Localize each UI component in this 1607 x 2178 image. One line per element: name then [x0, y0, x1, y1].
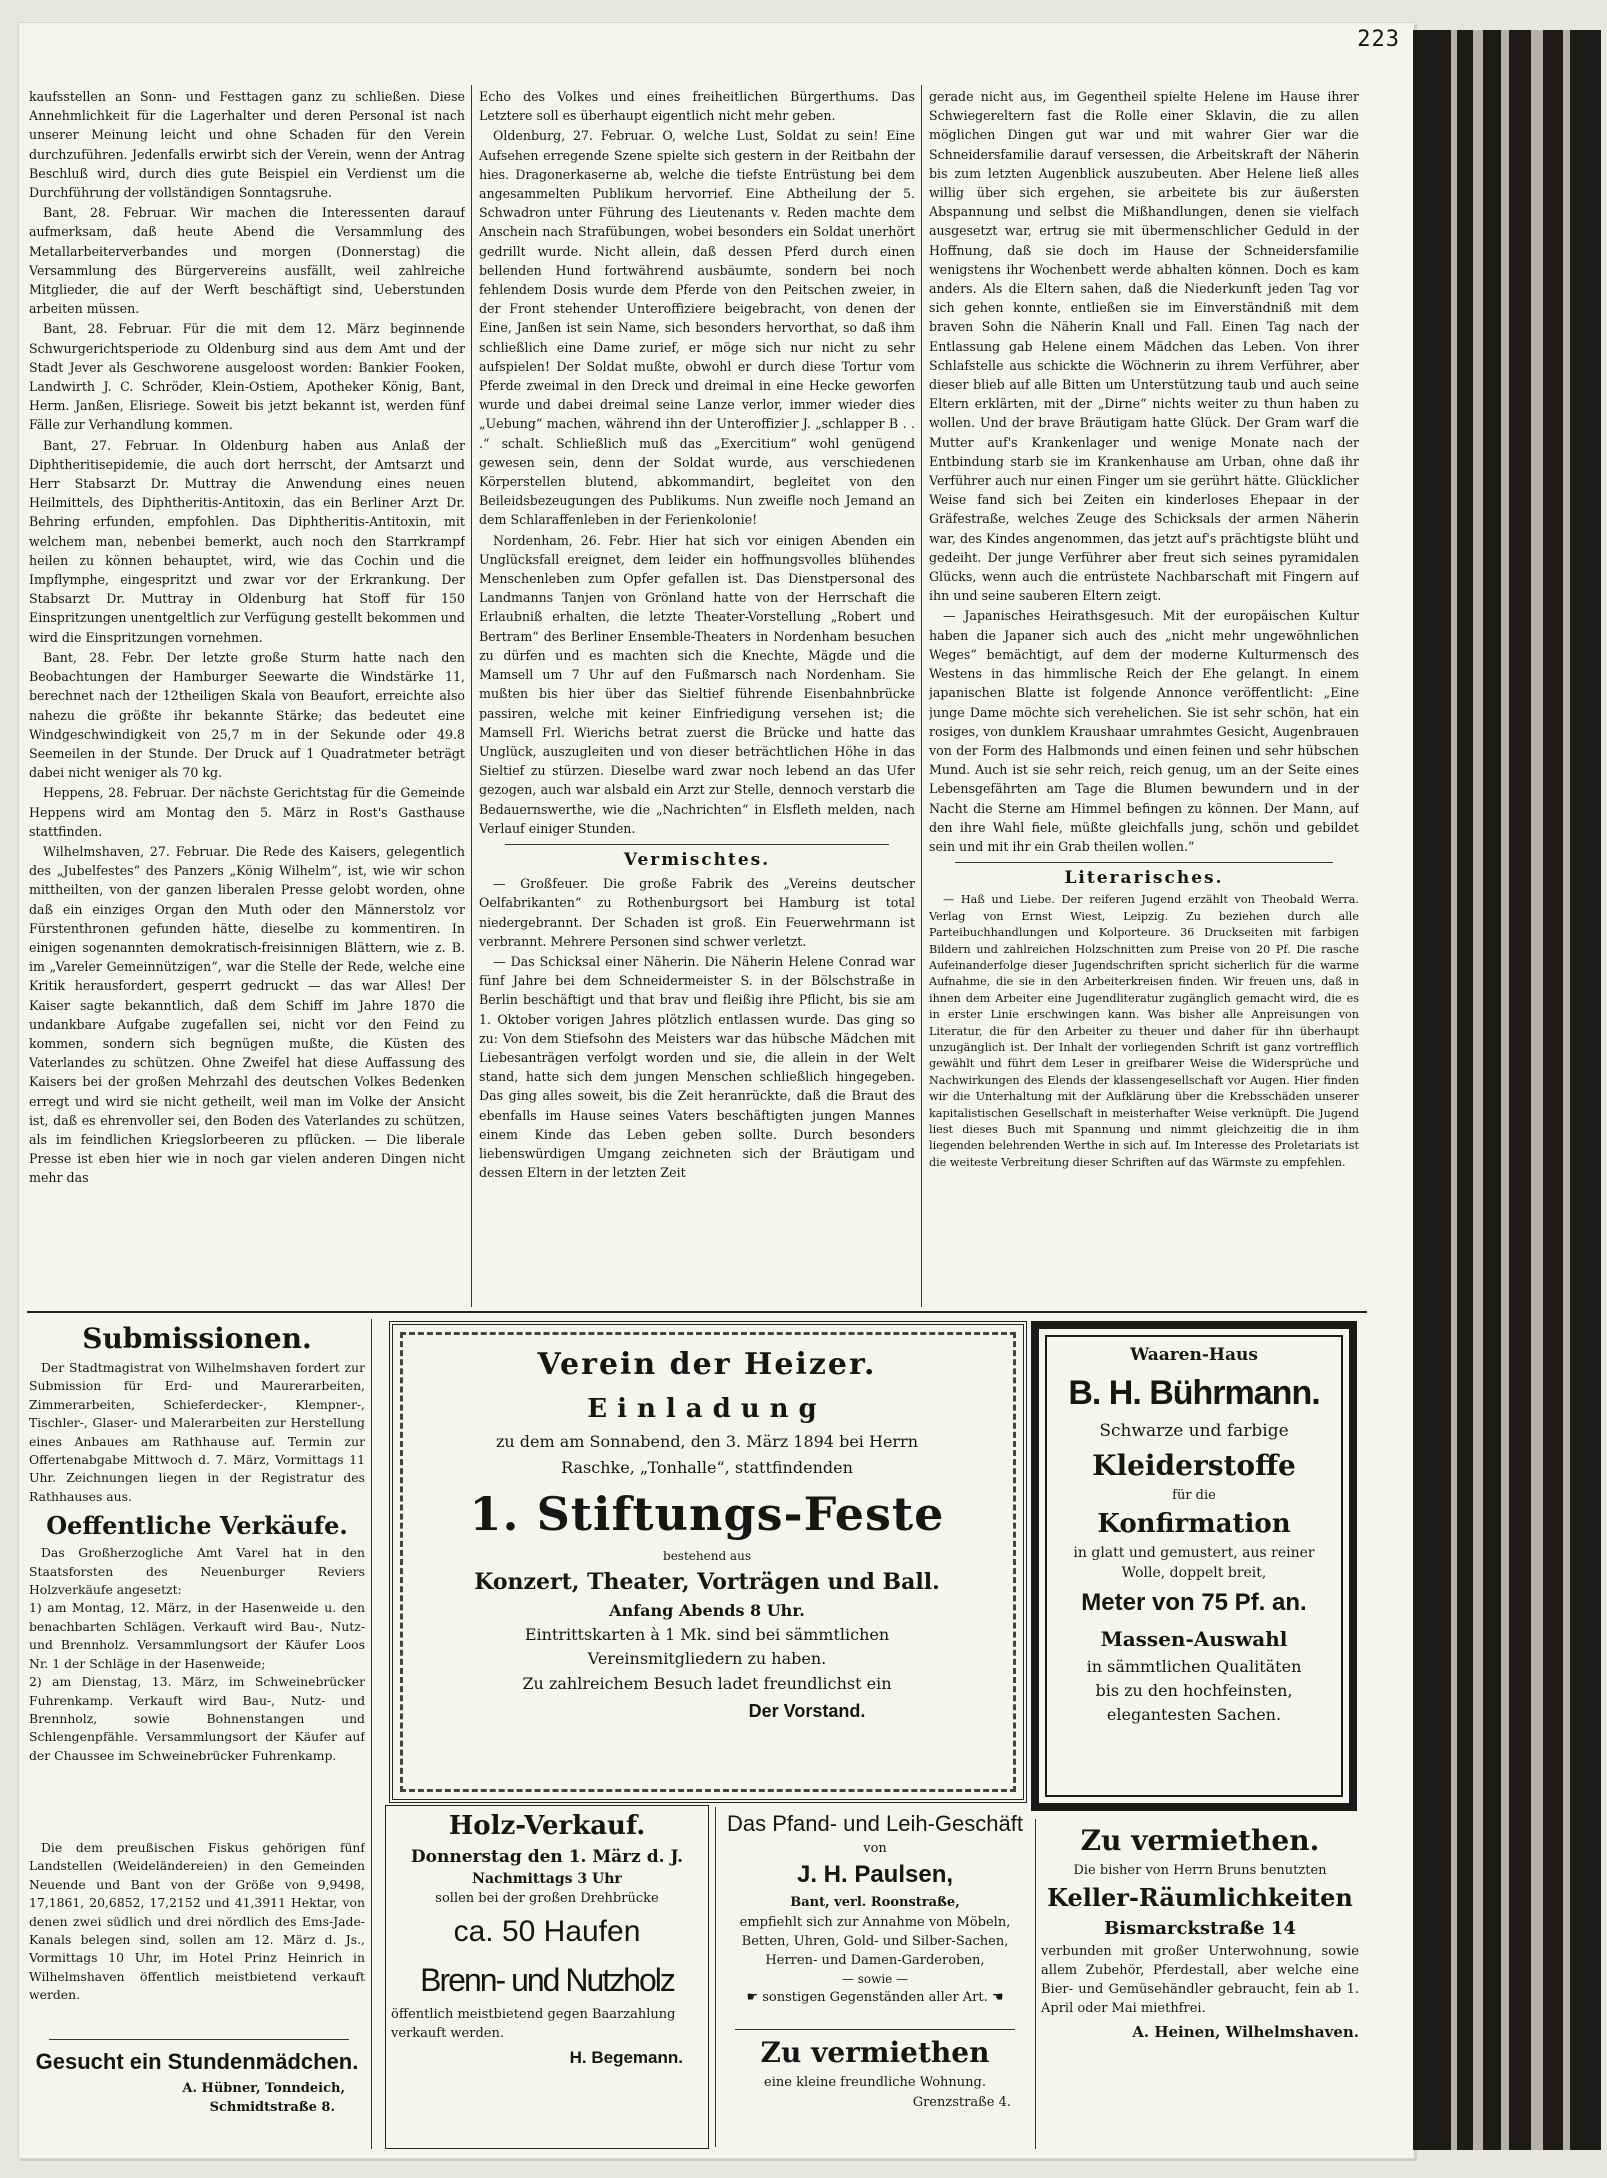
- ad-text: — sowie —: [841, 1972, 909, 1986]
- ad-time: Anfang Abends 8 Uhr.: [609, 1601, 805, 1620]
- ad-subtitle: Einladung: [587, 1394, 827, 1424]
- ad-program: Konzert, Theater, Vorträgen und Ball.: [474, 1569, 940, 1595]
- ad-list-item: 1) am Montag, 12. März, in der Hasenweide u. den benachbarten Schlägen. Verkauft wird Bau-, Nutz- und Brennholz. Versammlungsort der Käufer Loos Nr. 1 der Schläge in der Hasenweide;: [29, 1600, 365, 1671]
- column-3: [929, 87, 1359, 1305]
- column-divider: [921, 85, 922, 1307]
- ad-text: Eintrittskarten à 1 Mk. sind bei sämmtlichen Vereinsmitgliedern zu haben.: [524, 1625, 890, 1668]
- article-hass-und-liebe: — Haß und Liebe. Der reiferen Jugend erzählt von Theobald Werra. Verlag von Ernst Wiest, Leipzig. Zu beziehen durch alle Parteibuchhandlungen und Kolporteure. 36 Druckseiten mit farbigen Bildern und zahlreichen Holzschnitten zum Preise von 20 Pf. Die rasche Aufeinanderfolge dieser Jugendschriften spricht sicherlich für die warme Aufnahme, die sie in den Arbeiterkreisen finden. Wir freuen uns, daß in ihnen dem Arbeiter eine Jugendliteratur zugänglich gemacht wird, die es in erster Linie erschwingen kann. Was bisher alle Anpreisungen von Literatur, die für den Arbeiter zu theuer und daher für ihn überhaupt unzugänglich ist. Der Inhalt der vorliegenden Schrift ist ganz vortrefflich gewählt und führt dem Leser in greifbarer Weise die Widersprüche und Nachwirkungen des Elends der klassengesellschaft vor Augen. Hier finden wir die Unterhaltung mit der Aufklärung über die Krebsschäden unserer kapitalistischen Gesellschaft in meisterhafter Weise verknüpft. Die Jugend liest dieses Buch mit Spannung und nimmt gleichzeitig die in ihm liegenden belehrenden Werthe in sich auf. Im Interesse des Proletariats ist die weiteste Verbreitung dieser Schriften auf das Wärmste zu empfehlen.: [929, 893, 1359, 1169]
- column-divider: [371, 1319, 372, 2149]
- pointing-hand-icon: ☛: [746, 1990, 763, 2005]
- section-heading-vermischtes: Vermischtes.: [623, 849, 771, 870]
- ad-signature: A. Heinen, Wilhelmshaven.: [1132, 2023, 1359, 2041]
- ad-price: Meter von 75 Pf. an.: [1081, 1589, 1307, 1616]
- column-2: [479, 87, 915, 1305]
- ad-headline: Massen-Auswahl: [1100, 1627, 1288, 1651]
- column-divider: [715, 1807, 716, 2147]
- ad-text: Zu zahlreichem Besuch ladet freundlichst ein: [522, 1674, 892, 1693]
- ad-pointer-line: [719, 1988, 1031, 2008]
- article-text: Echo des Volkes und eines freiheitlichen Bürgerthums. Das Letztere soll es überhaupt eigentlich nicht mehr geben.: [479, 89, 915, 124]
- ad-title: Zu vermiethen: [760, 2036, 990, 2069]
- article-oldenburg-soldat: Oldenburg, 27. Februar. O, welche Lust, Soldat zu sein! Eine Aufsehen erregende Szene spielte sich gestern in der Reitbahn der hies. Dragonerkaserne ab, welche die tiefste Entrüstung bei dem angesammelten Publikum hervorrief. Eine Abtheilung der 5. Schwadron unter Führung des Lieutenants v. Reden machte dem Anschein nach Strafübungen, wobei besonders ein Soldat unerhört gedrillt wurde. Nicht allein, daß dessen Pferd durch einen bellenden Hund fortwährend ausbäumte, sondern bei noch fehlendem Dosis wurde dem Pferde von den Peitschen zweier, in der Front stehender Unteroffiziere beigebracht, von denen der Eine, Janßen ist sein Name, sich besonders hervorthat, so daß ihm schließlich eine Dame zurief, er möge sich nur nicht zu sehr aufspielen! Der Soldat mußte, obwohl er durch diese Tortur vom Pferde zweimal in den Dreck und dreimal in eine Hecke geworfen wurde und dabei dreimal seine Lanze verlor, immer wieder dies „Uebung“ machen, während ihn der Unteroffizier J. „schlapper B . . .“ schalt. Schließlich muß das „Exercitium“ wohl genügend gewesen sein, denn der Soldat wurde, aus verschiedenen Körperstellen blutend, abkommandirt, begleitet von den Beileidsbezeugungen des Publikums. Nun zweifle noch Jemand an dem Schlaraffenleben in der Ferienkolonie!: [479, 128, 915, 528]
- ad-headline: Konfirmation: [1097, 1509, 1291, 1539]
- ad-text: Die bisher von Herrn Bruns benutzten: [1073, 1863, 1327, 1878]
- ad-landstellen: [29, 1839, 365, 2039]
- ad-holz-verkauf: [391, 1807, 703, 2145]
- ad-submissionen: [29, 1319, 365, 1839]
- ad-title: Oeffentliche Verkäufe.: [46, 1511, 348, 1541]
- ad-text: von: [863, 1841, 887, 1856]
- page-edge: [1451, 30, 1457, 2150]
- divider: [955, 862, 1333, 863]
- page-edge: [1473, 30, 1483, 2150]
- ad-title: B. H. Bührmann.: [1068, 1374, 1320, 1412]
- page-edge: [1501, 30, 1509, 2150]
- ad-signature: H. Begemann.: [569, 2048, 683, 2067]
- ad-stundenmaedchen: [29, 2045, 365, 2145]
- ad-list-item: 2) am Dienstag, 13. März, im Schweinebrücker Fuhrenkamp. Verkauft wird Bau-, Nutz- und Brennholz, sowie Bohnenstangen und Schlengenpfähle. Versammlungsort der Käufer auf der Chaussee im Schweinebrücker Fuhrenkamp.: [29, 1674, 365, 1763]
- divider: [49, 2039, 349, 2040]
- ad-text: öffentlich meistbietend gegen Baarzahlung verkauft werden.: [391, 2007, 676, 2041]
- ad-time: Nachmittags 3 Uhr: [472, 1871, 622, 1887]
- article-bant-diphtheritis: Bant, 27. Februar. In Oldenburg haben aus Anlaß der Diphtheritisepidemie, die auch dort herrscht, der Amtsarzt und Herr Stabsarzt Dr. Muttray die Anwendung eines neuen Heilmittels, des Diphtheritis-Antitoxin, das ein Berliner Arzt Dr. Behring erfunden, empfohlen. Das Diphtheritis-Antitoxin, mit welchem man, nebenbei bemerkt, auch noch den Starrkrampf heilen zu können behauptet, wird, wie das Cochin und die Impflymphe, eingespritzt und zwar vor der Erkrankung. Der Stabsarzt Dr. Muttray in Oldenburg hat Stoff für 150 Einspritzungen unentgeltlich zur Verfügung gestellt bekommen und wird die Einspritzungen vornehmen.: [29, 437, 465, 645]
- article-text: kaufsstellen an Sonn- und Festtagen ganz zu schließen. Diese Annehmlichkeit für die Lagerhalter und deren Personal ist nach unserer Meinung leicht und ohne Schaden für den Verein durchzuführen. Jedenfalls erwirbt sich der Verein, wenn der Antrag Beschluß wird, durch dies gute Beispiel ein Verdienst um die Durchführung der vollständigen Sonntagsruhe.: [29, 89, 465, 201]
- ad-title: Holz-Verkauf.: [448, 1811, 646, 1841]
- book-binding-edge: [1413, 30, 1601, 2150]
- ad-text: sollen bei der großen Drehbrücke: [435, 1891, 659, 1906]
- ad-text: eine kleine freundliche Wohnung.: [764, 2075, 986, 2090]
- ad-date: Donnerstag den 1. März d. J.: [410, 1847, 684, 1867]
- ad-text: sonstigen Gegenständen aller Art.: [762, 1990, 988, 2005]
- ad-headline: Keller-Räumlichkeiten: [1047, 1883, 1353, 1912]
- ad-address: Bismarckstraße 14: [1104, 1918, 1296, 1939]
- ads-divider: [27, 1311, 1367, 1313]
- ad-quantity: ca. 50 Haufen: [453, 1915, 641, 1948]
- ad-title: Gesucht ein Stundenmädchen.: [35, 2049, 359, 2074]
- article-wilhelmshaven-kaiser: Wilhelmshaven, 27. Februar. Die Rede des Kaisers, gelegentlich des „Jubelfestes“ des Panzers „König Wilhelm“, ist, wie wir schon mittheilten, von der ganzen liberalen Presse gelobt worden, ohne daß ein einziges Organ den Muth oder den Männerstolz vor Fürstenthronen gefunden hätte, dieselbe zu kommentiren. In einigen sogenannten demokratisch-freisinnigen Blättern, wie z. B. im „Vareler Gemeinnützigen“, war die Stelle der Rede, welche eine Kritik herausfordert, gesperrt gedruckt — das war Alles! Der Kaiser sagte bekanntlich, daß dem Schiff im Jahre 1870 die undankbare Aufgabe zugefallen sei, nicht vor den Feind zu kommen, sondern sich begnügen mußte, die Küsten des Vaterlandes zu schützen. Ohne Zweifel hat diese Auffassung des Kaisers bei der großen Mehrzahl des deutschen Volkes Bedenken erregt und wird sie nicht getheilt, weil man im Volke der Ansicht ist, daß es ehrenvoller sei, den Boden des Vaterlandes zu schützen, als im feindlichen Kriegslorbeeren zu pflücken. — Die liberale Presse ist eben hier wie in noch gar vielen anderen Dingen nicht mehr das: [29, 843, 465, 1186]
- article-japanisches-heirathsgesuch: — Japanisches Heirathsgesuch. Mit der europäischen Kultur haben die Japaner sich auch des „nicht mehr ungewöhnlichen Weges“ bemächtigt, auf dem der moderne Kulturmensch des Westens in das himmlische Reich der Ehe gelangt. In einem japanischen Blatte ist folgende Annonce veröffentlicht: „Eine junge Dame möchte sich verehelichen. Sie ist sehr schön, hat ein rosiges, von dunklem Kraushaar umrahmtes Gesicht, Augenbrauen von der Form des Halbmonds und einen feinen und sehr hübschen Mund. Auch ist sie sehr reich, reich genug, um an der Seite eines Lebensgefährten am Tage die Blumen bewundern und in der Nacht die Sterne am Himmel befingen zu können. Der Mann, auf den ihre Wahl fiele, müßte gleichfalls jung, schön und gebildet sein und mit ihr ein Grab theilen wollen.“: [929, 608, 1359, 854]
- ad-signature: Der Vorstand.: [748, 1701, 866, 1721]
- article-bant-metallarbeiter: Bant, 28. Februar. Wir machen die Interessenten darauf aufmerksam, daß heute Abend die Versammlung des Metallarbeiterverbandes und morgen (Donnerstag) die Versammlung des Bürgervereins ausfällt, weil zahlreiche Mitglieder, die auf der Werft beschäftigt sind, Ueberstunden arbeiten müssen.: [29, 205, 465, 317]
- ad-address: Bant, verl. Roonstraße,: [790, 1895, 960, 1910]
- ad-buehrmann: [1049, 1341, 1339, 1793]
- ad-address: Schmidtstraße 8.: [209, 2100, 335, 2115]
- ad-headline: Brenn- und Nutzholz: [420, 1962, 674, 1998]
- ad-text: in sämmtlichen Qualitäten bis zu den hochfeinsten, elegantesten Sachen.: [1086, 1657, 1302, 1724]
- section-heading-literarisches: Literarisches.: [1064, 868, 1224, 889]
- ad-title: Verein der Heizer.: [537, 1347, 877, 1382]
- ad-verein-der-heizer: [415, 1341, 999, 1781]
- ad-text: Schwarze und farbige: [1099, 1421, 1289, 1441]
- ad-text: verbunden mit großer Unterwohnung, sowie allem Zubehör, Pferdestall, aber welche eine Bier- und Gemüsehändler gebraucht, fein ab 1. April oder Mai miethfrei.: [1041, 1944, 1359, 2016]
- ad-title: Das Pfand- und Leih-Geschäft: [727, 1811, 1023, 1836]
- ad-text: in glatt und gemustert, aus reiner Wolle, doppelt breit,: [1073, 1545, 1315, 1581]
- column-divider: [471, 85, 472, 1307]
- article-nordenham: Nordenham, 26. Febr. Hier hat sich vor einigen Abenden ein Unglücksfall ereignet, dem leider ein hoffnungsvolles blühendes Menschenleben zum Opfer gefallen ist. Das Dienstpersonal des Landmanns Tanjen von Grönland hatte von der Herrschaft die Erlaubniß erhalten, die letzte Theater-Vorstellung „Robert und Bertram“ des Berliner Ensemble-Theaters in Nordenham besuchen zu dürfen und es machten sich die Knechte, Mägde und die Mamsell um 7 Uhr auf den Fußmarsch nach Nordenham. Sie mußten bis hier über das Sieltief führende Eisenbahnbrücke passiren, welche mit keiner Einfriedigung versehen ist; die Mamsell Frl. Wierichs betrat zuerst die Brücke und hatte das Unglück, auszugleiten und von dieser beträchtlichen Höhe in das Sieltief zu stürzen. Dieselbe ward zwar noch lebend an das Ufer gezogen, auch war alsbald ein Arzt zur Stelle, dennoch verstarb die Bedauernswerthe, wie die „Nachrichten“ in Elsfleth melden, nach Verlauf einiger Stunden.: [479, 532, 915, 836]
- ad-headline: 1. Stiftungs-Feste: [469, 1487, 945, 1541]
- article-naeherin: — Das Schicksal einer Näherin. Die Näherin Helene Conrad war fünf Jahre bei dem Schneidermeister S. in der Bölschstraße in Berlin beschäftigt und that brav und fleißig ihre Pflicht, bis sie am 1. Oktober vorigen Jahres plötzlich entlassen wurde. Das ging so zu: Von dem Stiefsohn des Meisters war das hübsche Mädchen mit Liebesanträgen verfolgt worden und sie, die allein in der Welt stand, hatte sich dem jungen Menschen schließlich hingegeben. Das ging alles soweit, bis die Zeit heranrückte, daß die Braut des ebenfalls im Hause seines Vaters beschäftigten jungen Mannes einem Kinde das Leben geben sollte. Durch besonders liebenswürdigen Umgang zeichneten sich der Bräutigam und dessen Eltern in der letzten Zeit: [479, 953, 915, 1181]
- ad-text: Raschke, „Tonhalle“, stattfindenden: [561, 1458, 853, 1477]
- ad-headline: Kleiderstoffe: [1092, 1449, 1296, 1482]
- ad-text: Das Großherzogliche Amt Varel hat in den Staatsforsten des Neuenburger Reviers Holzverkäufe angesetzt:: [29, 1545, 365, 1598]
- ad-text: für die: [1172, 1488, 1216, 1503]
- ad-text: Der Stadtmagistrat von Wilhelmshaven fordert zur Submission für Erd- und Maurerarbeiten, Zimmerarbeiten, Schieferdecker-, Klempner-, Tischler-, Glaser- und Malerarbeiten zur Herstellung eines Anbaues am Rathhause auf. Termin zur Offertenabgabe Mittwoch d. 7. März, Vormittags 11 Uhr. Zeichnungen liegen in der Registratur des Rathhauses aus.: [29, 1360, 365, 1504]
- column-divider: [1035, 1819, 1036, 2149]
- ad-text: Die dem preußischen Fiskus gehörigen fünf Landstellen (Weideländereien) in den Gemeinden Neuende und Bant von der Größe von 9,9498, 17,1861, 20,6852, 17,2152 und 41,3911 Hektar, von denen zwei südlich und drei nördlich des Ems-Jade-Kanals belegen sind, sollen am 12. März d. Js., Vormittags 10 Uhr, im Hotel Prinz Heinrich in Wilhelmshaven öffentlich meistbietend verkauft werden.: [29, 1840, 365, 2003]
- ad-zu-vermiethen-wohnung: [719, 2033, 1031, 2145]
- page-number: 223: [1357, 27, 1400, 52]
- ad-title: Zu vermiethen.: [1080, 1824, 1320, 1857]
- ad-address: Grenzstraße 4.: [912, 2095, 1011, 2110]
- column-1: [29, 87, 465, 1305]
- page-edge: [1563, 30, 1570, 2150]
- ad-signature: A. Hübner, Tonndeich,: [182, 2081, 345, 2096]
- article-grossfeuer: — Großfeuer. Die große Fabrik des „Vereins deutscher Oelfabrikanten“ zu Rothenburgsort bei Hamburg ist total niedergebrannt. Der Schaden ist groß. Ein Feuerwehrmann ist verbrannt. Mehrere Personen sind schwer verletzt.: [479, 876, 915, 949]
- divider: [735, 2029, 1015, 2030]
- newspaper-page: [18, 22, 1415, 2159]
- ad-title: Submissionen.: [82, 1322, 312, 1355]
- ad-headline: J. H. Paulsen,: [796, 1861, 954, 1888]
- ad-zu-vermiethen-heinen: [1041, 1821, 1359, 2145]
- article-heppens: Heppens, 28. Februar. Der nächste Gerichtstag für die Gemeinde Heppens wird am Montag den 5. März in Rost's Gasthause stattfinden.: [29, 785, 465, 839]
- article-naeherin-cont: gerade nicht aus, im Gegentheil spielte Helene im Hause ihrer Schwiegereltern fast die Rolle einer Sklavin, die zu allen möglichen Dingen gut war und mit wahrer Gier war die Schneidersfamilie darauf versessen, die Arbeitskraft der Näherin bis zum letzten Augenblick auszubeuten. Aber Helene ließ alles willig über sich ergehen, sie arbeitete bis zur äußersten Abspannung und selbst die Mißhandlungen, denen sie vielfach ausgesetzt war, ertrug sie mit übermenschlicher Geduld in der Hoffnung, daß sie doch im Hause der Schneidersfamilie wenigstens ihr Wochenbett werde abhalten können. Doch es kam anders. Als die Eltern sahen, daß die Niederkunft jeden Tag vor sich gehen konnte, entließen sie im Einverständniß mit dem braven Sohn die Näherin Knall und Fall. Einen Tag nach der Entlassung gab Helene einem Mädchen das Leben. Von ihrer Schlafstelle aus schickte die Wöchnerin zu ihrem Verführer, aber dieser blieb auf alle Bitten um Unterstützung taub und auch seine Eltern erklärten, mit der „Dirne“ nichts weiter zu thun haben zu wollen. Und der brave Bräutigam hatte Glück. Der Gram warf die Mutter auf's Krankenlager und wenige Monate nach der Entbindung starb sie im Krankenhause am Urban, ohne daß ihr Verführer auch nur einen Finger um sie gerührt hätte. Glücklicher Weise fand sich bei Zeiten ein kinderloses Ehepaar in der Gräfestraße, welches Zeuge des Schicksals der armen Näherin war, des Kindes angenommen, das jetzt auf's prächtigste blüht und gedeiht. Der junge Verführer aber freut sich seines pyramidalen Glücks, wenn auch die entrüstete Nachbarschaft mit Fingern auf ihn und seine sauberen Eltern zeigt.: [929, 89, 1359, 604]
- ad-text: zu dem am Sonnabend, den 3. März 1894 bei Herrn: [495, 1432, 919, 1451]
- divider: [505, 844, 889, 845]
- article-bant-schwurgericht: Bant, 28. Februar. Für die mit dem 12. März beginnende Schwurgerichtsperiode zu Oldenburg sind aus dem Amt und der Stadt Jever als Geschworene ausgeloost worden: Bankier Fooken, Landwirth J. C. Schröder, Klein-Ostiem, Apotheker König, Bant, Herm. Janßen, Elisriege. Soweit bis jetzt bekannt ist, werden fünf Fälle zur Verhandlung kommen.: [29, 321, 465, 433]
- ad-text: bestehend aus: [663, 1549, 751, 1563]
- pointing-hand-icon: ☚: [987, 1990, 1004, 2005]
- ad-pfand-leih: [719, 1807, 1031, 2031]
- ad-text: empfiehlt sich zur Annahme von Möbeln, Betten, Uhren, Gold- und Silber-Sachen, Herren- und Damen-Garderoben,: [739, 1915, 1011, 1968]
- ad-head: Waaren-Haus: [1130, 1345, 1258, 1365]
- article-bant-sturm: Bant, 28. Febr. Der letzte große Sturm hatte nach den Beobachtungen der Hamburger Seewarte die Windstärke 11, berechnet nach der 12theiligen Skala von Beaufort, erreichte also nahezu die größte ihr bekannte Stärke; das bedeutet eine Windgeschwindigkeit von 25,7 m in der Sekunde oder 49.8 Seemeilen in der Stunde. Der Druck auf 1 Quadratmeter beträgt dabei nicht weniger als 70 kg.: [29, 649, 465, 781]
- page-edge: [1531, 30, 1543, 2150]
